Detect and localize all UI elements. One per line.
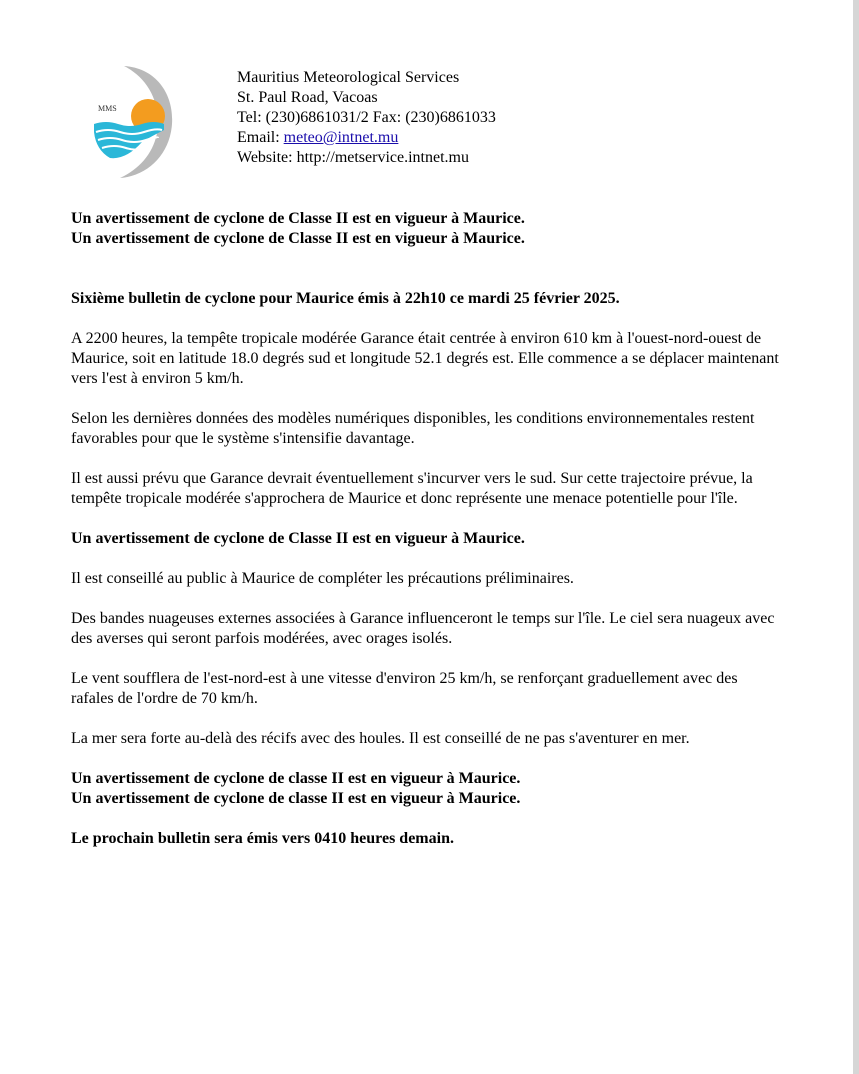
para-wind: Le vent soufflera de l'est-nord-est à une vitesse d'environ 25 km/h, se renforçant graduellement avec des rafales de l'ordre de 70 km/h.	[71, 670, 738, 707]
bulletin-title: Sixième bulletin de cyclone pour Maurice émis à 22h10 ce mardi 25 février 2025.	[71, 290, 620, 307]
para-models: Selon les dernières données des modèles numériques disponibles, les conditions environnementales restent favorables pour que le système s'intensifie davantage.	[71, 410, 755, 447]
warning-top-2: Un avertissement de cyclone de Classe II est en vigueur à Maurice.	[71, 230, 525, 247]
warning-bottom-1: Un avertissement de cyclone de classe II est en vigueur à Maurice.	[71, 770, 521, 787]
email-link[interactable]: meteo@intnet.mu	[283, 129, 399, 146]
email-label: Email:	[237, 129, 284, 146]
para-weather: Des bandes nuageuses externes associées à Garance influenceront le temps sur l'île. Le ciel sera nuageux avec des averses qui seront parfois modérées, avec orages isolés.	[71, 610, 775, 647]
para-position: A 2200 heures, la tempête tropicale modérée Garance était centrée à environ 610 km à l'ouest-nord-ouest de Maurice, soit en latitude 18.0 degrés sud et longitude 52.1 degrés est. Elle commence a se déplacer maintenant vers l'est à environ 5 km/h.	[71, 330, 779, 387]
para-sea: La mer sera forte au-delà des récifs avec des houles. Il est conseillé de ne pas s'aventurer en mer.	[71, 730, 690, 747]
bulletin-body	[71, 209, 781, 849]
org-name: Mauritius Meteorological Services	[237, 69, 460, 86]
tel-fax: Tel: (230)6861031/2 Fax: (230)6861033	[237, 109, 496, 126]
mms-logo	[86, 64, 176, 180]
email-line	[237, 128, 496, 148]
warning-top-1: Un avertissement de cyclone de Classe II est en vigueur à Maurice.	[71, 210, 525, 227]
org-address: St. Paul Road, Vacoas	[237, 89, 378, 106]
page-edge-shadow	[853, 0, 859, 1074]
warning-mid: Un avertissement de cyclone de Classe II est en vigueur à Maurice.	[71, 530, 525, 547]
warning-bottom-2: Un avertissement de cyclone de classe II est en vigueur à Maurice.	[71, 790, 521, 807]
next-bulletin: Le prochain bulletin sera émis vers 0410 heures demain.	[71, 830, 454, 847]
logo-lettering: MMS	[98, 104, 117, 113]
website-line: Website: http://metservice.intnet.mu	[237, 149, 469, 166]
para-advice: Il est conseillé au public à Maurice de compléter les précautions préliminaires.	[71, 570, 574, 587]
letterhead	[237, 68, 496, 168]
para-track: Il est aussi prévu que Garance devrait éventuellement s'incurver vers le sud. Sur cette trajectoire prévue, la tempête tropicale modérée s'approchera de Maurice et donc représente une menace potentielle pour l'île.	[71, 470, 753, 507]
mms-logo-graphic	[86, 64, 176, 180]
